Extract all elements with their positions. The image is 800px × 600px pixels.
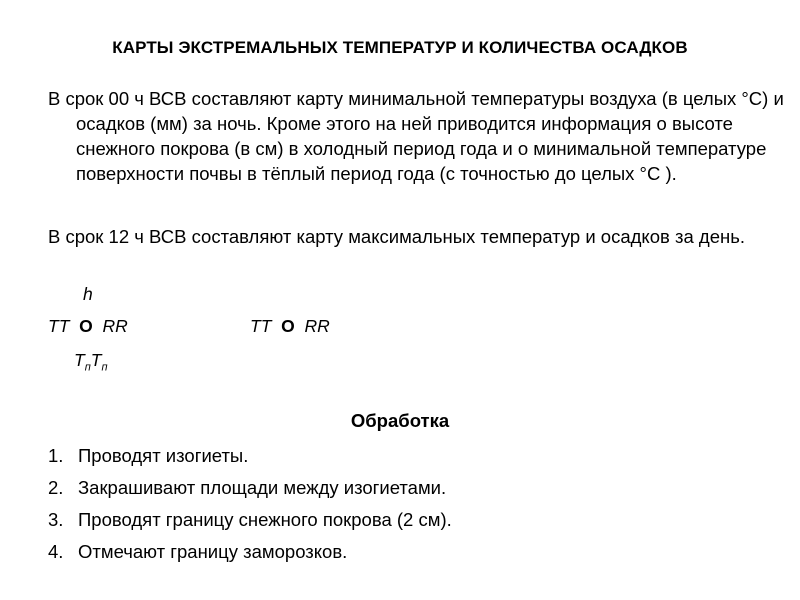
formula-night-tt: TT (48, 316, 70, 336)
paragraph-night-map: В срок 00 ч ВСВ составляют карту минимальной температуры воздуха (в целых °С) и осадков (мм) за ночь. Кроме этого на ней приводится информация о высоте снежного покрова (в см) в холодный период года и о минимальной температуре поверхности почвы в тёплый период года (с точностью до целых °С ). (48, 88, 784, 184)
processing-steps-list (48, 440, 760, 568)
processing-step (48, 536, 760, 568)
step-number: 3. (48, 509, 64, 530)
formula-day-rr: RR (304, 316, 330, 336)
step-text: Отмечают границу заморозков. (78, 541, 348, 562)
formula-soil-t1: T (74, 350, 85, 370)
formula-soil-temperature (74, 350, 108, 374)
step-number: 4. (48, 541, 64, 562)
paragraph-day-map: В срок 12 ч ВСВ составляют карту максимальных температур и осадков за день. (48, 226, 745, 247)
formula-soil-sub1: п (84, 361, 91, 374)
formula-night-o: O (79, 316, 93, 336)
formula-day-tt: TT (250, 316, 272, 336)
formula-snow-height: h (83, 284, 93, 304)
processing-step (48, 472, 760, 504)
processing-step (48, 440, 760, 472)
formula-soil-sub2: п (101, 361, 108, 374)
processing-step (48, 504, 760, 536)
step-text: Закрашивают площади между изогиетами. (78, 477, 447, 498)
formula-day-code (250, 316, 330, 337)
step-number: 2. (48, 477, 64, 498)
processing-heading: Обработка (350, 410, 450, 431)
formula-day-o: O (281, 316, 295, 336)
formula-soil-t2: T (90, 350, 102, 370)
page-title: КАРТЫ ЭКСТРЕМАЛЬНЫХ ТЕМПЕРАТУР И КОЛИЧЕСТВА ОСАДКОВ (112, 38, 688, 57)
step-text: Проводят границу снежного покрова (2 см). (78, 509, 452, 530)
step-text: Проводят изогиеты. (78, 445, 249, 466)
formula-night-code (48, 316, 128, 337)
step-number: 1. (48, 445, 64, 466)
formula-night-rr: RR (102, 316, 128, 336)
